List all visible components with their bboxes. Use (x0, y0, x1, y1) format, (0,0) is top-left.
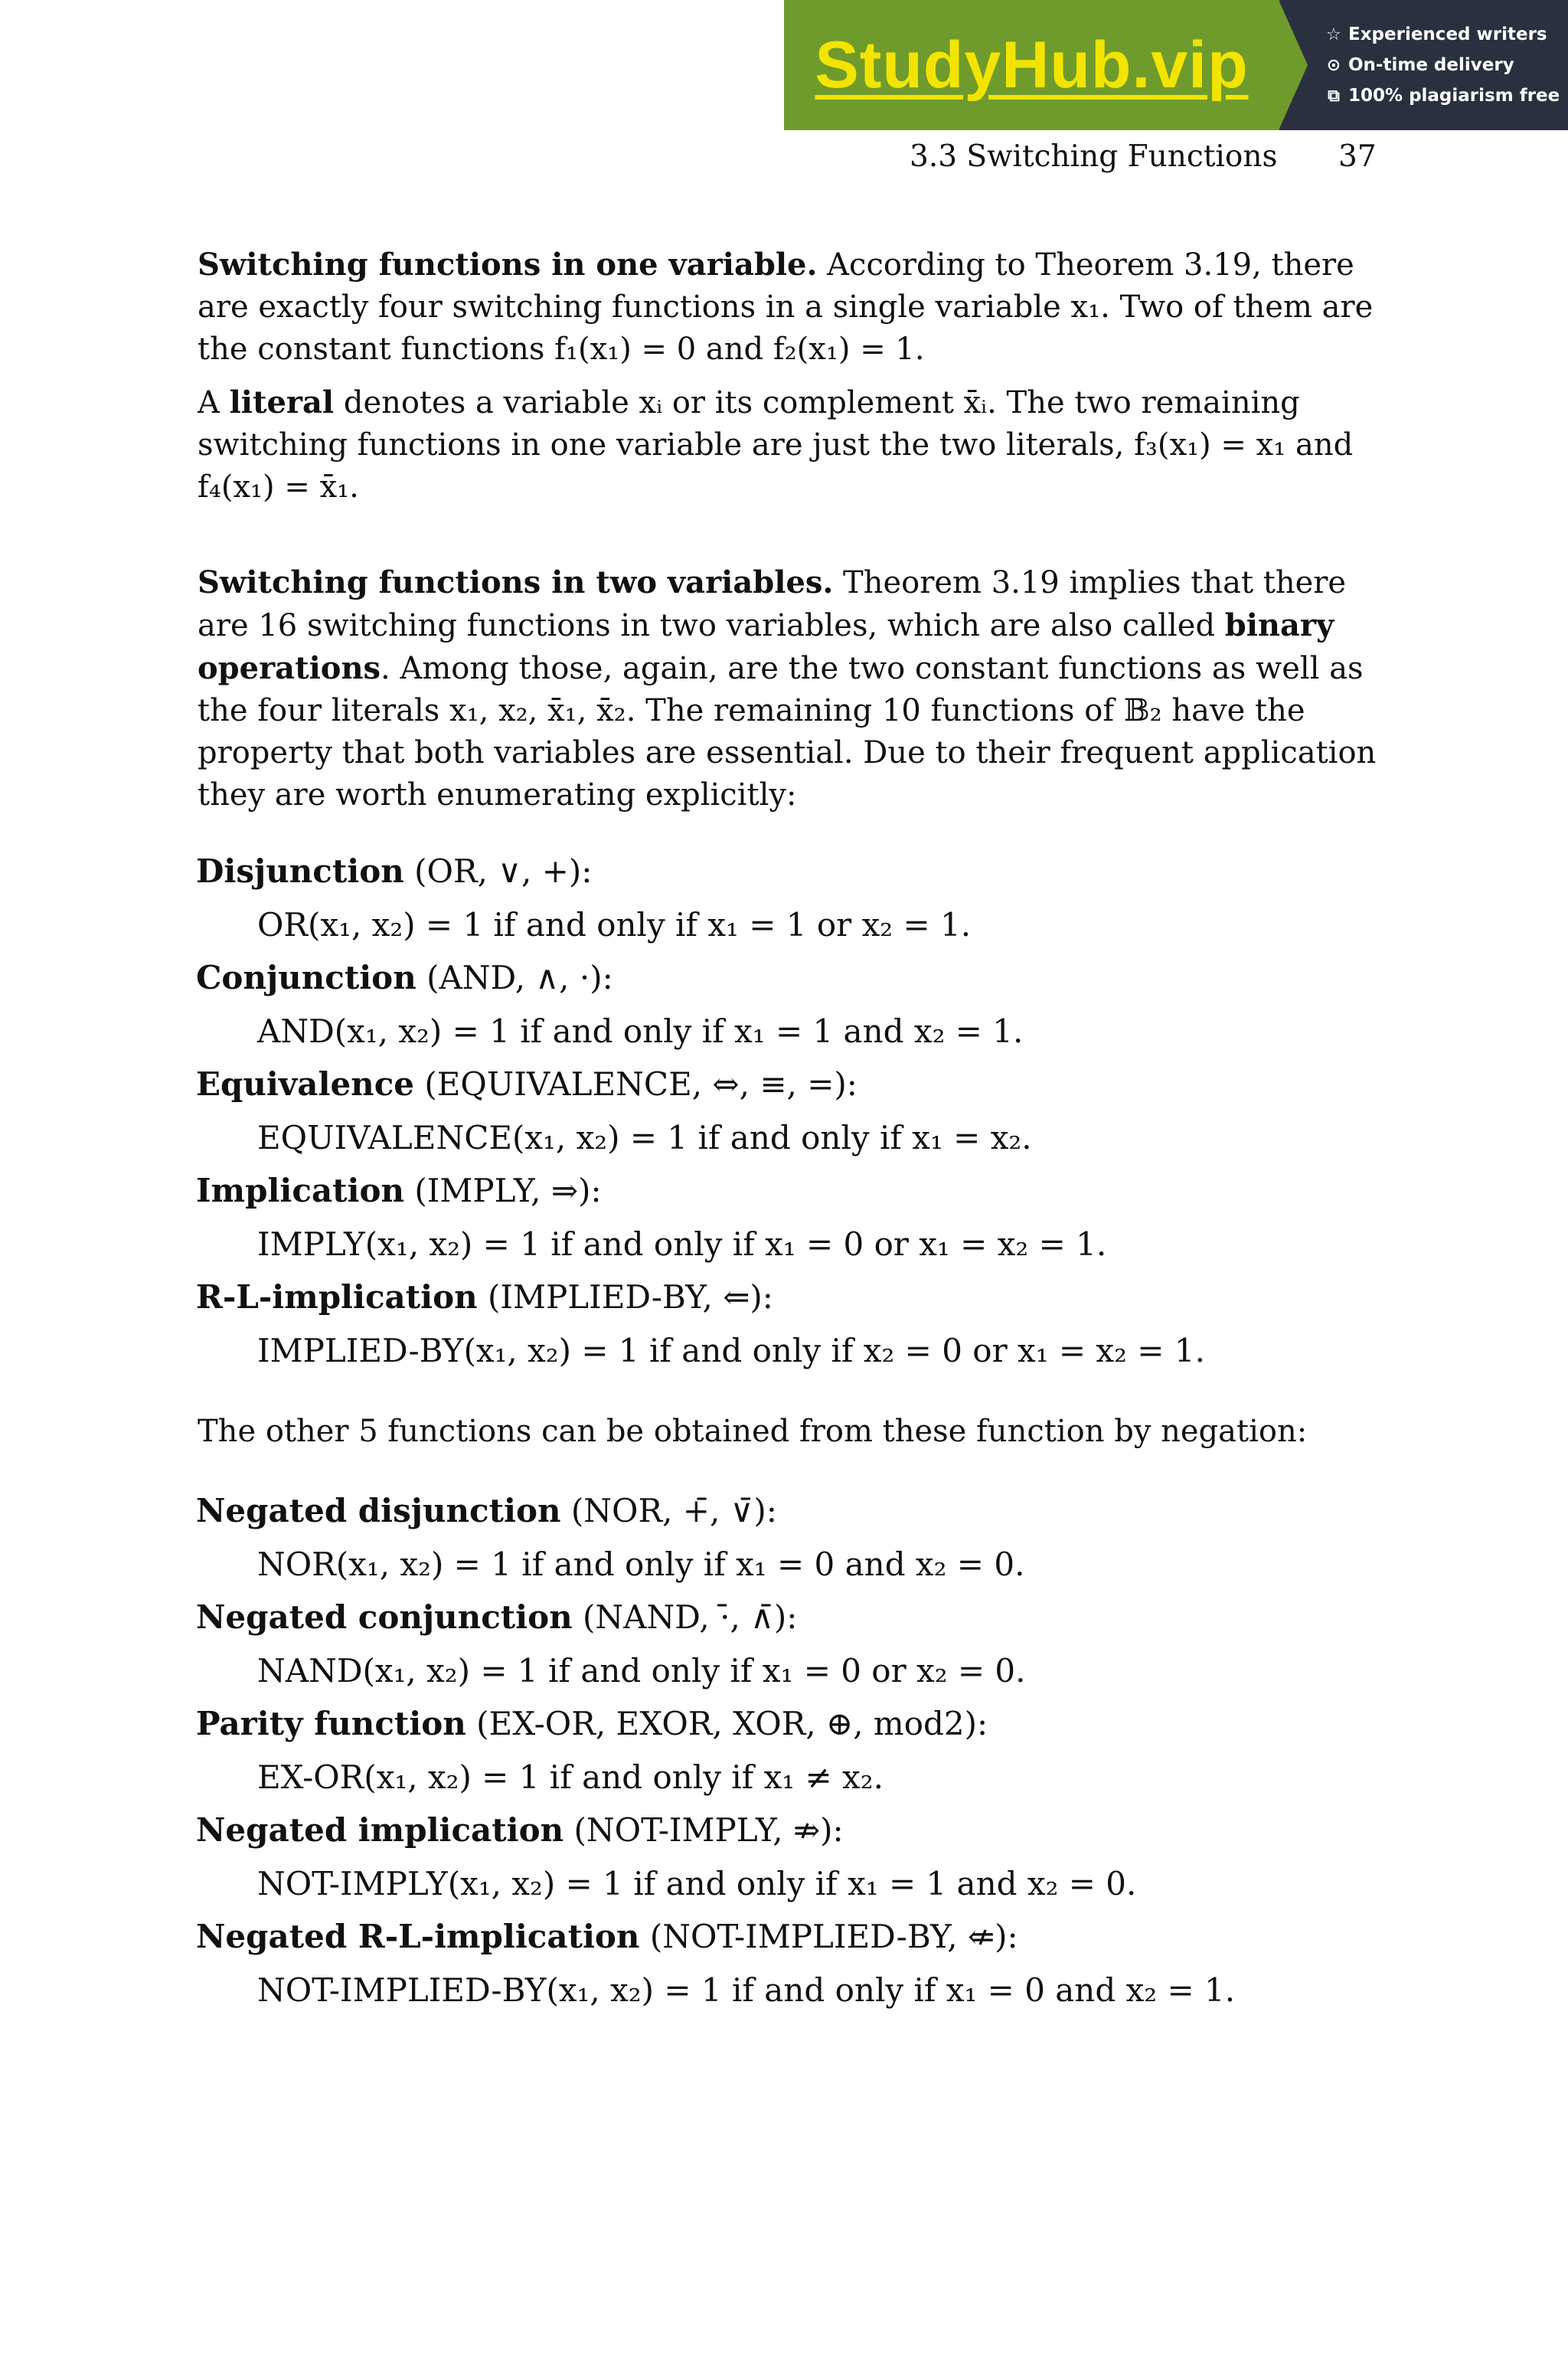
text-line: the constant functions f₁(x₁) = 0 and f₂(x₁) = 1. (198, 332, 925, 367)
feature-item (1325, 25, 1568, 44)
feature-text: Experienced writers (1348, 25, 1547, 44)
function-heading (196, 1278, 773, 1316)
function-definition: NOT-IMPLY(x₁, x₂) = 1 if and only if x₁ = 1 and x₂ = 0. (257, 1865, 1137, 1902)
function-heading (196, 852, 592, 890)
negation-intro (198, 1411, 1372, 1453)
function-name: Disjunction (196, 852, 404, 890)
function-name: Implication (196, 1172, 405, 1209)
text-line: the four literals x₁, x₂, x̄₁, x̄₂. The remaining 10 functions of 𝔹₂ have the (198, 693, 1305, 728)
text-line (198, 647, 1372, 690)
function-symbols: (AND, ∧, ·): (416, 959, 613, 996)
function-name: Negated conjunction (196, 1598, 573, 1636)
function-heading (196, 1172, 602, 1209)
clock-icon: ⊙ (1326, 55, 1341, 75)
function-name: Conjunction (196, 959, 416, 996)
logo-area[interactable] (784, 0, 1279, 130)
function-symbols: (IMPLIED-BY, ⇐): (477, 1278, 773, 1316)
text-line: property that both variables are essential. Due to their frequent application (198, 735, 1377, 770)
feature-item (1325, 55, 1568, 75)
text-span: denotes a variable xᵢ or its complement x̄ᵢ. The two remaining (334, 385, 1300, 420)
function-name: Negated R-L-implication (196, 1918, 640, 1955)
paragraph-one-variable (198, 244, 1372, 371)
text-line: are exactly four switching functions in a single variable x₁. Two of them are (198, 289, 1374, 325)
function-heading (196, 1065, 858, 1103)
feature-list (1279, 0, 1568, 130)
text-span: A (198, 385, 230, 420)
text-span: . Among those, again, are the two constant functions as well as (381, 651, 1364, 686)
text-span: According to Theorem 3.19, there (817, 247, 1354, 283)
banner-notch (1279, 0, 1308, 130)
function-symbols: (EX-OR, EXOR, XOR, ⊕, mod2): (466, 1705, 988, 1742)
copy-icon: ⧉ (1328, 86, 1340, 106)
feature-text: On-time delivery (1348, 55, 1514, 75)
function-definition: NOT-IMPLIED-BY(x₁, x₂) = 1 if and only if x₁ = 0 and x₂ = 1. (257, 1971, 1236, 2009)
function-heading (196, 959, 613, 996)
function-heading (196, 1811, 844, 1849)
running-head: 3.3 Switching Functions (910, 139, 1278, 174)
text-line (198, 381, 1372, 424)
paragraph-literal (198, 381, 1372, 509)
function-definition: AND(x₁, x₂) = 1 if and only if x₁ = 1 and x₂ = 1. (257, 1012, 1024, 1050)
function-name: Equivalence (196, 1065, 414, 1103)
studyhub-logo[interactable]: StudyHub.vip (815, 28, 1249, 102)
function-heading (196, 1705, 988, 1742)
text-line (198, 244, 1372, 286)
function-heading (196, 1918, 1018, 1955)
text-line (198, 561, 1372, 604)
function-definition: OR(x₁, x₂) = 1 if and only if x₁ = 1 or x₂ = 1. (257, 906, 972, 944)
function-symbols: (NOT-IMPLY, ⇏): (564, 1811, 844, 1849)
text-line (198, 604, 1372, 647)
feature-text: 100% plagiarism free (1348, 86, 1560, 106)
function-name: Parity function (196, 1705, 466, 1742)
function-definition: EX-OR(x₁, x₂) = 1 if and only if x₁ ≠ x₂. (257, 1758, 884, 1796)
function-definition: NOR(x₁, x₂) = 1 if and only if x₁ = 0 and x₂ = 0. (257, 1546, 1025, 1583)
text-span: Theorem 3.19 implies that there (833, 565, 1347, 600)
page-number: 37 (1338, 139, 1377, 174)
star-icon: ☆ (1326, 25, 1341, 44)
function-name: R-L-implication (196, 1278, 478, 1316)
function-symbols: (EQUIVALENCE, ⇔, ≡, =): (414, 1065, 858, 1103)
feature-item (1325, 86, 1568, 106)
function-definition: NAND(x₁, x₂) = 1 if and only if x₁ = 0 or x₂ = 0. (257, 1652, 1026, 1689)
function-symbols: (IMPLY, ⇒): (404, 1172, 602, 1209)
term-literal: literal (229, 384, 335, 420)
text-line: switching functions in one variable are just the two literals, f₃(x₁) = x₁ and (198, 427, 1354, 463)
paragraph-heading: Switching functions in one variable. (198, 247, 818, 283)
paragraph-heading: Switching functions in two variables. (198, 564, 834, 600)
function-symbols: (NAND, ·̄, ∧̄): (572, 1598, 798, 1636)
text-line: they are worth enumerating explicitly: (198, 777, 797, 813)
text-line: The other 5 functions can be obtained from these function by negation: (198, 1414, 1308, 1449)
function-definition: IMPLY(x₁, x₂) = 1 if and only if x₁ = 0 or x₁ = x₂ = 1. (257, 1225, 1107, 1263)
function-definition: EQUIVALENCE(x₁, x₂) = 1 if and only if x₁ = x₂. (257, 1119, 1032, 1156)
term-binary: binary (1224, 607, 1334, 643)
function-heading (196, 1492, 777, 1529)
function-heading (196, 1598, 797, 1636)
function-definition: IMPLIED-BY(x₁, x₂) = 1 if and only if x₂ = 0 or x₁ = x₂ = 1. (257, 1332, 1205, 1369)
term-operations: operations (198, 650, 381, 686)
text-span: are 16 switching functions in two variables, which are also called (198, 608, 1225, 643)
function-name: Negated disjunction (196, 1492, 561, 1529)
function-symbols: (NOR, +̄, ∨̄): (560, 1492, 777, 1529)
text-line: f₄(x₁) = x̄₁. (198, 469, 359, 505)
studyhub-banner[interactable] (784, 0, 1568, 130)
function-symbols: (OR, ∨, +): (403, 852, 593, 890)
function-name: Negated implication (196, 1811, 564, 1849)
paragraph-two-variables (198, 561, 1377, 816)
function-symbols: (NOT-IMPLIED-BY, ⇍): (639, 1918, 1018, 1955)
